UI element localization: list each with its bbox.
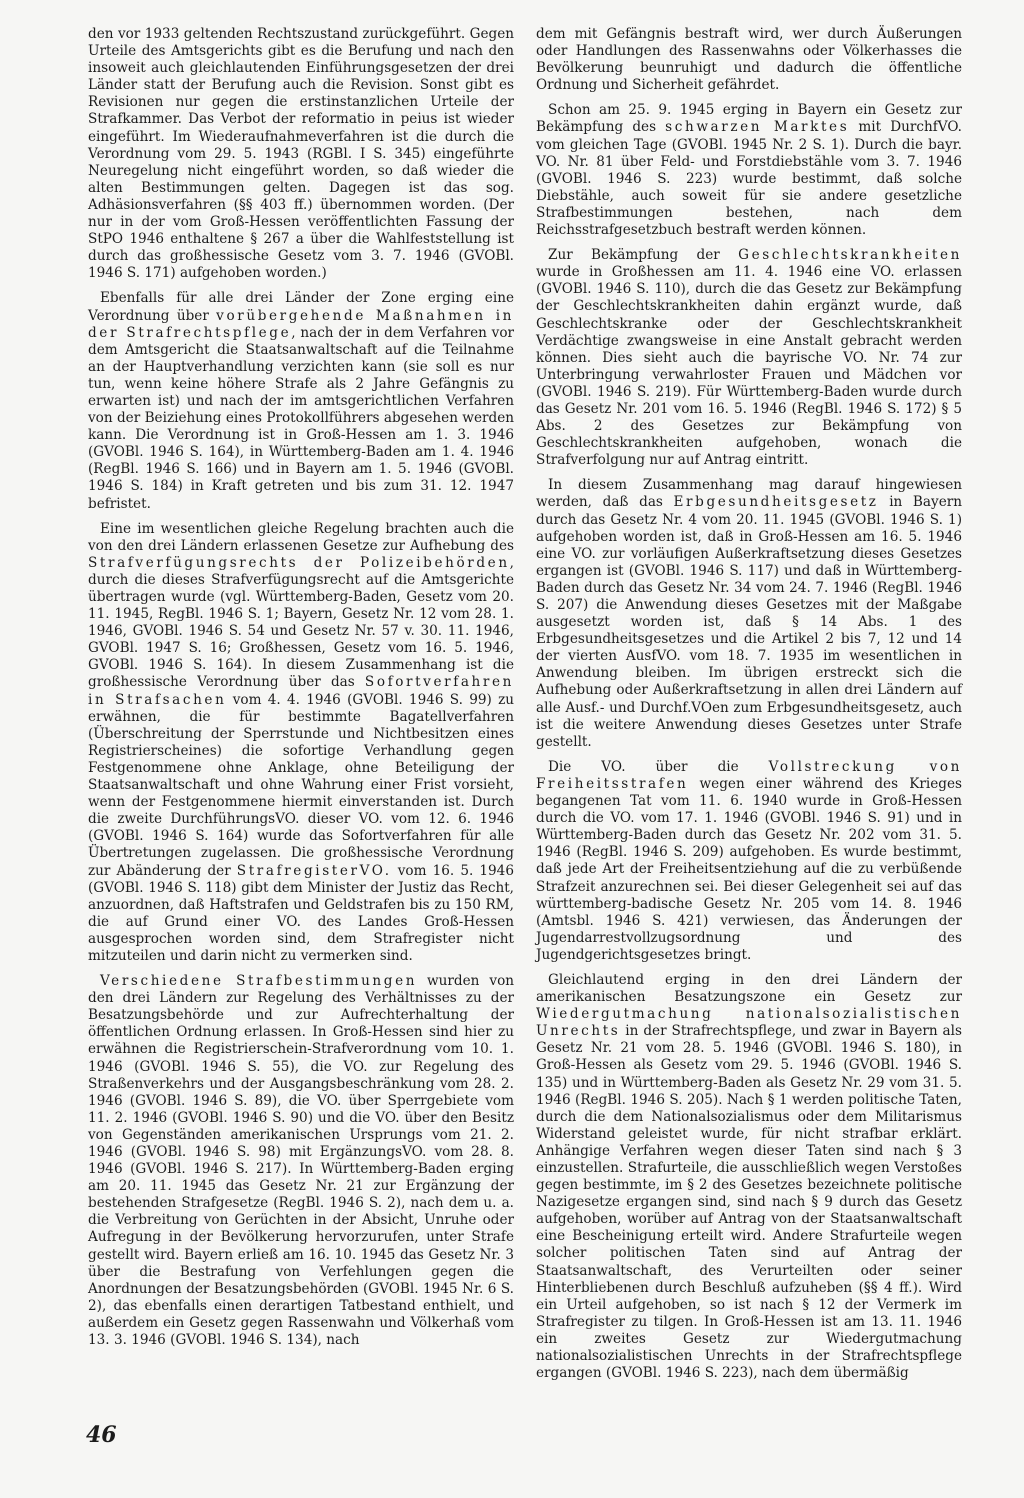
paragraph	[88, 521, 514, 965]
paragraph	[88, 290, 514, 512]
page-number: 46	[86, 1422, 117, 1448]
paragraph-text: den vor 1933 geltenden Rechtszustand zurückgeführt. Gegen Urteile des Amtsgerichts gibt es die Berufung und nach den insoweit auch gleichlautenden Einführungsgesetzen der drei Länder statt der Berufung auch die Revision. Sonst gibt es Revisionen nur gegen die erstinstanzlichen Urteile der Strafkammer. Das Verbot der reformatio in peius ist wieder eingeführt. Im Wiederaufnahmeverfahren ist die durch die Verordnung vom 29. 5. 1943 (RGBl. I S. 345) eingeführte Neuregelung nicht eingeführt worden, so daß wieder die alten Bestimmungen gelten. Dagegen ist das sog. Adhäsionsverfahren (§§ 403 ff.) übernommen worden. (Der nur in der vom Groß-Hessen veröffentlichten Fassung der StPO 1946 enthaltene § 267 a über die Wahlfeststellung ist durch das großhessische Gesetz vom 3. 7. 1946 (GVOBl. 1946 S. 171) aufgehoben worden.)	[88, 26, 514, 282]
paragraph	[88, 973, 514, 1349]
spaced-emphasis: StrafregisterVO.	[236, 862, 392, 879]
paragraph	[536, 26, 962, 94]
paragraph-text: vom 16. 5. 1946 (GVOBl. 1946 S. 118) gibt dem Minister der Justiz das Recht, anzuordnen, daß Haftstrafen und Geldstrafen bis zu 150 RM, die auf Grund einer VO. des Landes Groß-Hessen ausgesprochen worden sind, dem Strafregister nicht mitzuteilen und darin nicht zu vermerken sind.	[88, 862, 514, 964]
paragraph-text: Zur Bekämpfung der	[548, 247, 739, 264]
paragraph-text: dem mit Gefängnis bestraft wird, wer durch Äußerungen oder Handlungen des Rassenwahns oder Völkerhasses die Bevölkerung beunruhigt und dadurch die öffentliche Ordnung und Sicherheit gefährdet.	[536, 26, 962, 94]
paragraph-text: mit DurchfVO. vom gleichen Tage (GVOBl. 1945 Nr. 2 S. 1). Durch die bayr. VO. Nr. 81 über Feld- und Forstdiebstähle vom 3. 7. 1946 (GVOBl. 1946 S. 223) wurde bestimmt, daß solche Diebstähle, auch soweit für sie andere gesetzliche Strafbestimmungen bestehen, nach dem Reichsstrafgesetzbuch bestraft werden können.	[536, 119, 963, 239]
spaced-emphasis: schwarzen Marktes	[665, 119, 850, 136]
paragraph-text: In diesem Zusammenhang mag darauf hingewiesen werden, daß das	[536, 477, 962, 511]
paragraph-text: wurden von den drei Ländern zur Regelung des Verhältnisses zu der Besatzungsbehörde und zur Aufrechterhaltung der öffentlichen Ordnung erlassen. In Groß-Hessen sind hier zu erwähnen die Registrierschein-Strafverordnung vom 10. 1. 1946 (GVOBl. 1946 S. 55), die VO. zur Regelung des Straßenverkehrs und der Ausgangsbeschränkung vom 28. 2. 1946 (GVOBl. 1946 S. 89), die VO. über Sperrgebiete vom 11. 2. 1946 (GVOBl. 1946 S. 90) und die VO. über den Besitz von Gegenständen amerikanischen Ursprungs vom 21. 2. 1946 (GVOBl. 1946 S. 98) mit ErgänzungsVO. vom 28. 8. 1946 (GVOBl. 1946 S. 217). In Württemberg-Baden erging am 20. 11. 1945 das Gesetz Nr. 21 zur Ergänzung der bestehenden Strafgesetze (RegBl. 1946 S. 2), nach dem u. a. die Verbreitung von Gerüchten in der Absicht, Unruhe oder Aufregung in der Bevölkerung hervorzurufen, unter Strafe gestellt wird. Bayern erließ am 16. 10. 1945 das Gesetz Nr. 3 über die Bestrafung von Verfehlungen gegen die Anordnungen der Besatzungsbehörden (GVOBl. 1945 Nr. 6 S. 2), das ebenfalls einen derartigen Tatbestand enthielt, und außerdem ein Gesetz gegen Rassenwahn und Völkerhaß vom 13. 3. 1946 (GVOBl. 1946 S. 134), nach	[88, 973, 515, 1349]
paragraph	[536, 477, 962, 751]
spaced-emphasis: Verschiedene Strafbestimmungen	[100, 973, 418, 990]
paragraph-text: wegen einer während des Krieges begangenen Tat vom 11. 6. 1940 wurde in Groß-Hessen durch die VO. vom 17. 1. 1946 (GVOBl. 1946 S. 91) und in Württemberg-Baden durch das Gesetz Nr. 202 vom 31. 5. 1946 (RegBl. 1946 S. 209) aufgehoben. Es wurde bestimmt, daß jede Art der Freiheitsentziehung auf die zu verbüßende Strafzeit anzurechnen sei. Bei dieser Gelegenheit sei auf das württemberg-badische Gesetz Nr. 205 vom 14. 8. 1946 (Amtsbl. 1946 S. 421) verwiesen, das Änderungen der Jugendarrestvollzugsordnung und des Jugendgerichtsgesetzes bringt.	[536, 775, 962, 963]
paragraph-text: wurde in Großhessen am 11. 4. 1946 eine VO. erlassen (GVOBl. 1946 S. 110), durch die das Gesetz zur Bekämpfung der Geschlechtskrankheiten dahin ergänzt wurde, daß Geschlechtskranke oder der Geschlechtskrankheit Verdächtige zwangsweise in eine Anstalt gebracht werden können. Dies sieht auch die bayrische VO. Nr. 74 zur Unterbringung verwahrloster Frauen und Mädchen vor (GVOBl. 1946 S. 219). Für Württemberg-Baden wurde durch das Gesetz Nr. 201 vom 16. 5. 1946 (RegBl. 1946 S. 172) § 5 Abs. 2 des Gesetzes zur Bekämpfung von Geschlechtskrankheiten aufgehoben, wonach die Strafverfolgung nur auf Antrag eintritt.	[536, 264, 962, 469]
spaced-emphasis: Strafverfügungsrechts der Polizeibehörden	[88, 554, 510, 571]
paragraph-text: , nach der in dem Verfahren vor dem Amtsgericht die Staatsanwaltschaft auf die Teilnahme an der Hauptverhandlung verzichten kann (sie soll es nur tun, wenn keine höhere Strafe als 2 Jahre Gefängnis zu erwarten ist) und nach der im amtsgerichtlichen Verfahren von der Beiziehung eines Protokollführers abgesehen werden kann. Die Verordnung ist in Groß-Hessen am 1. 3. 1946 (GVOBl. 1946 S. 164), in Württemberg-Baden am 1. 4. 1946 (RegBl. 1946 S. 166) und in Bayern am 1. 5. 1946 (GVOBl. 1946 S. 184) in Kraft getreten und bis zum 31. 12. 1947 befristet.	[88, 324, 514, 512]
right-column	[536, 26, 962, 1390]
paragraph-text: , durch die dieses Strafverfügungsrecht auf die Amtsgerichte übertragen wurde (vgl. Württemberg-Baden, Gesetz vom 20. 11. 1945, RegBl. 1946 S. 1; Bayern, Gesetz Nr. 12 vom 28. 1. 1946, GVOBl. 1946 S. 54 und Gesetz Nr. 57 v. 30. 11. 1946, GVOBl. 1947 S. 16; Großhessen, Gesetz vom 16. 5. 1946, GVOBl. 1946 S. 164). In diesem Zusammenhang ist die großhessische Verordnung über das	[88, 554, 514, 691]
paragraph-text: Gleichlautend erging in den drei Ländern der amerikanischen Besatzungszone ein Gesetz zur	[536, 971, 962, 1006]
paragraph-text: in Bayern durch das Gesetz Nr. 4 vom 20. 11. 1945 (GVOBl. 1946 S. 1) aufgehoben worden ist, daß in Groß-Hessen am 16. 5. 1946 eine VO. zur vorläufigen Außerkraftsetzung dieses Gesetzes ergangen ist (GVOBl. 1946 S. 117) und daß in Württemberg-Baden durch das Gesetz Nr. 34 vom 24. 7. 1946 (RegBl. 1946 S. 207) die Anwendung dieses Gesetzes mit der Maßgabe ausgesetzt worden ist, daß § 14 Abs. 1 des Erbgesundheitsgesetzes und die Artikel 2 bis 7, 12 und 14 der vierten AusfVO. vom 18. 7. 1935 im wesentlichen in Anwendung bleiben. Im übrigen erstreckt sich die Aufhebung oder Außerkraftsetzung in allen drei Ländern auf alle Ausf.- und Durchf.VOen zum Erbgesundheitsgesetz, auch ist die weitere Anwendung dieses Gesetzes unter Strafe gestellt.	[536, 494, 962, 750]
paragraph-text: Eine im wesentlichen gleiche Regelung brachten auch die von den drei Ländern erlassenen Gesetze zur Aufhebung des	[88, 520, 514, 554]
paragraph	[88, 26, 514, 282]
paragraph-text: vom 4. 4. 1946 (GVOBl. 1946 S. 99) zu erwähnen, die für bestimmte Bagatellverfahren (Überschreitung der Sperrstunde und Nichtbesitzen eines Registrierscheines) die sofortige Verhandlung gegen Festgenommene ohne Anklage, ohne Beteiligung der Staatsanwaltschaft und ohne Wahrung einer Frist vorsieht, wenn der Festgenommene hiermit einverstanden ist. Durch die zweite DurchführungsVO. dieser VO. vom 12. 6. 1946 (GVOBl. 1946 S. 164) wurde das Sofortverfahren für alle Übertretungen zugelassen. Die großhessische Verordnung zur Abänderung der	[88, 691, 514, 879]
paragraph	[536, 102, 962, 239]
paragraph	[536, 759, 962, 964]
spaced-emphasis: vorübergehende Maßnahmen in der Strafrechtspflege	[88, 307, 514, 341]
paragraph	[536, 972, 962, 1382]
spaced-emphasis: Vollstreckung von Freiheitsstrafen	[536, 758, 962, 792]
paragraph-text: Schon am 25. 9. 1945 erging in Bayern ein Gesetz zur Bekämpfung des	[536, 102, 962, 136]
spaced-emphasis: Geschlechtskrankheiten	[738, 247, 962, 264]
paragraph-text: in der Strafrechtspflege, und zwar in Bayern als Gesetz Nr. 21 vom 28. 5. 1946 (GVOBl. 1946 S. 180), in Groß-Hessen als Gesetz vom 29. 5. 1946 (GVOBl. 1946 S. 135) und in Württemberg-Baden als Gesetz Nr. 29 vom 31. 5. 1946 (RegBl. 1946 S. 205). Nach § 1 werden politische Taten, durch die dem Nationalsozialismus oder dem Militarismus Widerstand geleistet wurde, für nicht strafbar erklärt. Anhängige Verfahren wegen dieser Taten sind nach § 3 einzustellen. Strafurteile, die ausschließlich wegen Verstoßes gegen bestimmte, im § 2 des Gesetzes bezeichnete politische Nazigesetze ergangen sind, sind nach § 9 durch das Gesetz aufgehoben, worüber auf Antrag von der Staatsanwaltschaft eine Bescheinigung erteilt wird. Andere Strafurteile wegen solcher politischen Taten sind auf Antrag der Staatsanwaltschaft, des Verurteilten oder seiner Hinterbliebenen durch Beschluß aufzuheben (§§ 4 ff.). Wird ein Urteil aufgehoben, so ist nach § 12 der Vermerk im Strafregister zu tilgen. In Groß-Hessen ist am 13. 11. 1946 ein zweites Gesetz zur Wiedergutmachung nationalsozialistischen Unrechts in der Strafrechtspflege ergangen (GVOBl. 1946 S. 223), nach dem übermäßig	[536, 1023, 962, 1382]
spaced-emphasis: Sofortverfahren in Strafsachen	[88, 674, 514, 708]
paragraph-text: Die VO. über die	[548, 758, 769, 775]
paragraph-text: Ebenfalls für alle drei Länder der Zone erging eine Verordnung über	[88, 290, 514, 324]
paragraph	[536, 247, 962, 469]
spaced-emphasis: Erbgesundheitsgesetz	[673, 494, 879, 511]
spaced-emphasis: Wiedergutmachung nationalsozialistischen Unrechts	[536, 1006, 962, 1040]
left-column	[88, 26, 514, 1357]
